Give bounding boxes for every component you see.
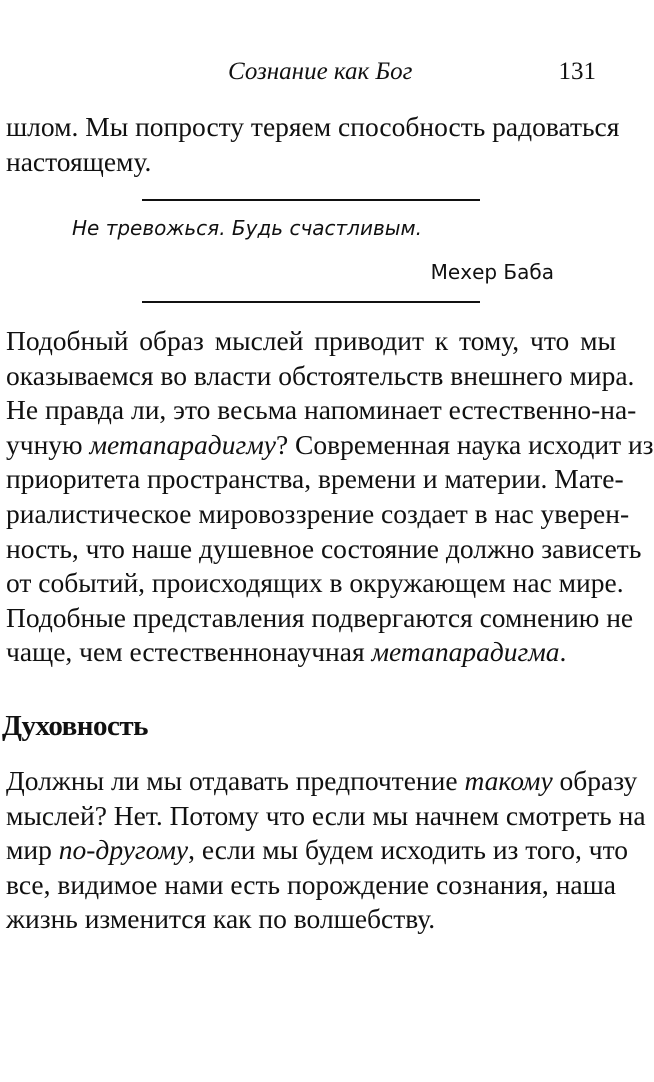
emphasized-term: по-другому <box>58 834 189 866</box>
epigraph-top-rule <box>142 199 480 201</box>
text-run: учную <box>6 428 90 460</box>
running-head <box>0 56 620 92</box>
epigraph-quote: Не тревожься. Будь счастливым. <box>72 216 422 240</box>
text-line <box>6 635 616 670</box>
text-run: чаще, чем естественнонаучная <box>6 636 372 668</box>
text-run: , если мы будем исходить из того, что <box>188 834 629 866</box>
paragraph-spirituality <box>6 764 646 937</box>
text-line: Подобный образ мыслей приводит к тому, что мы <box>6 325 616 356</box>
text-line <box>6 428 654 463</box>
epigraph-bottom-rule <box>142 301 480 303</box>
text-line: оказываемся во власти обстоятельств внешнего мира. <box>6 359 635 391</box>
text-line: шлом. Мы попросту теряем способность радоваться <box>6 111 620 142</box>
running-title: Сознание как Бог <box>228 58 413 85</box>
emphasized-term: метапарадигму <box>89 428 276 460</box>
section-heading: Духовность <box>2 710 148 742</box>
text-line: настоящему. <box>6 145 152 177</box>
text-line: жизнь изменится как по волшебству. <box>6 903 436 935</box>
page-number: 131 <box>558 58 596 85</box>
paragraph-continued <box>6 110 620 179</box>
text-line: Не правда ли, это весьма напоминает естественно-на- <box>6 394 637 426</box>
text-run: ? Современная наука исходит из <box>275 428 654 460</box>
emphasized-term: такому <box>464 765 553 796</box>
text-line: все, видимое нами есть порождение сознания, наша <box>6 868 616 900</box>
text-run: Должны ли мы отдавать предпочтение <box>6 765 465 796</box>
text-line: мыслей? Нет. Потому что если мы начнем смотреть на <box>6 799 646 831</box>
text-run: мир <box>6 834 59 866</box>
text-run: образу <box>552 765 638 796</box>
epigraph-author: Мехер Баба <box>430 260 554 284</box>
text-line <box>6 833 629 868</box>
text-line: от событий, происходящих в окружающем нас мире. <box>6 567 624 599</box>
text-line: приоритета пространства, времени и материи. Мате- <box>6 463 624 495</box>
text-run: . <box>559 636 567 668</box>
text-line: Подобные представления подвергаются сомнению не <box>6 601 634 633</box>
paragraph-metaparadigm <box>6 324 654 670</box>
text-line: риалистическое мировоззрение создает в нас уверен- <box>6 497 630 529</box>
text-line <box>6 764 638 799</box>
text-line: ность, что наше душевное состояние должно зависеть <box>6 532 642 564</box>
emphasized-term: метапарадигма <box>371 636 560 668</box>
